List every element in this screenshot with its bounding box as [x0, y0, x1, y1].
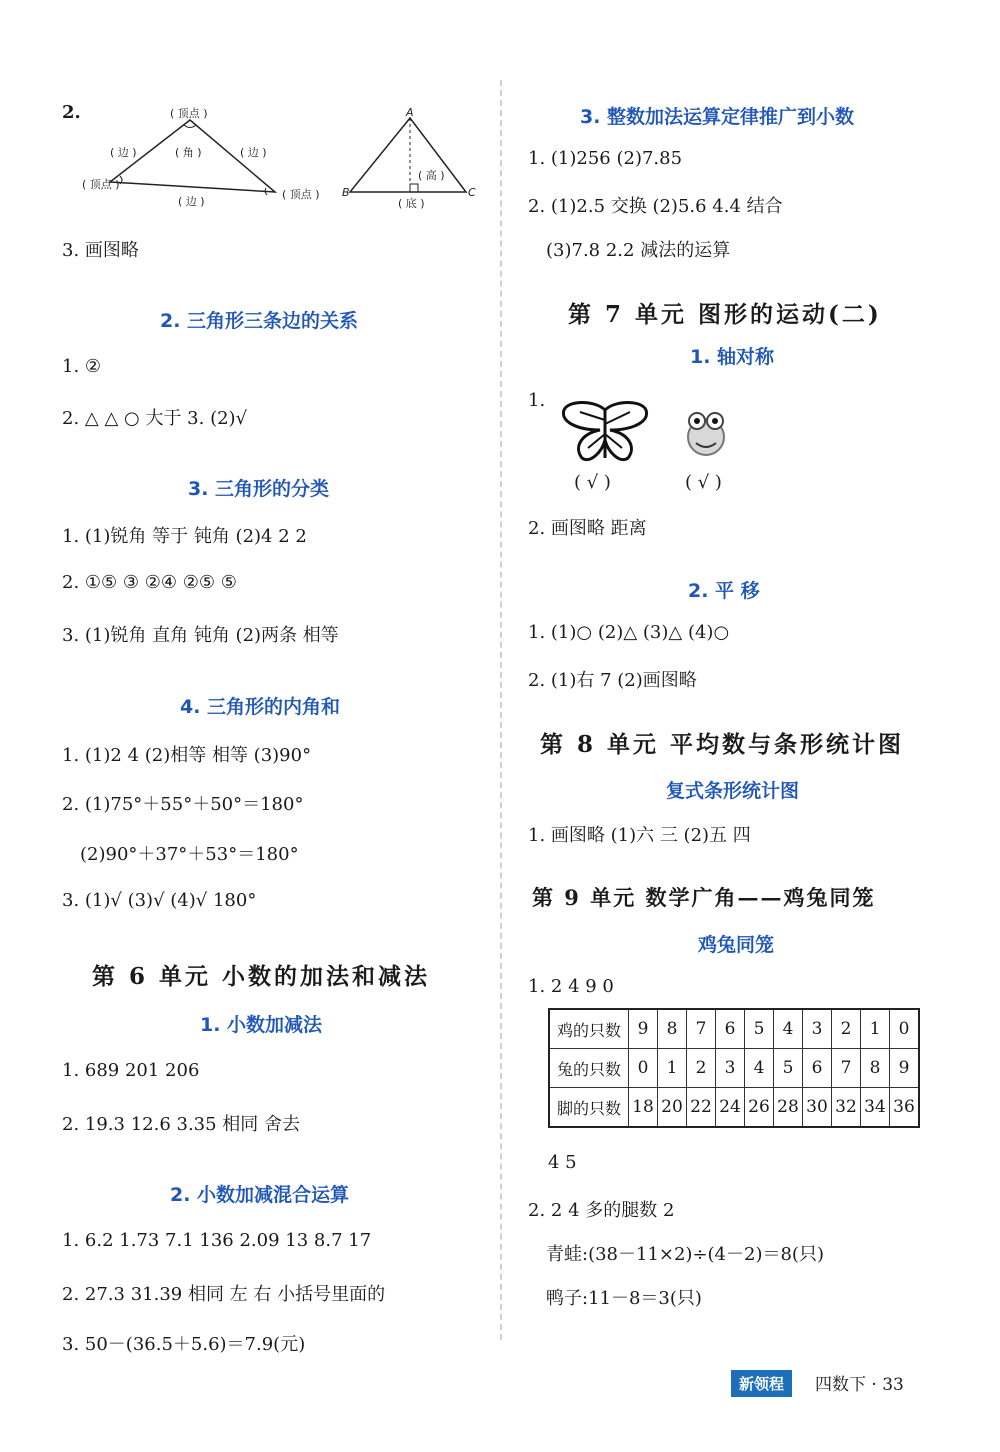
answer-line: 2. 画图略 距离 [528, 518, 647, 539]
section-title-compound-bar-chart: 复式条形统计图 [666, 780, 800, 802]
height-base-triangle-diagram [340, 108, 480, 208]
chicken-rabbit-table [548, 1008, 920, 1128]
checkmark-answer: ( √ ) [574, 472, 611, 493]
table-cell: 9 [890, 1049, 920, 1088]
label-vertex-right: ( 顶点 ) [282, 188, 320, 201]
answer-line: 1. (1)2 4 (2)相等 相等 (3)90° [62, 745, 312, 766]
unit-9-title: 第 9 单元 数学广角——鸡兔同笼 [532, 885, 876, 910]
table-cell: 5 [745, 1009, 774, 1049]
section-title-angle-sum: 4. 三角形的内角和 [180, 696, 341, 718]
section-title-side-relation: 2. 三角形三条边的关系 [160, 310, 359, 332]
table-cell: 3 [716, 1049, 745, 1088]
page-number: 四数下 · 33 [815, 1375, 904, 1395]
item-3-line: 3. 画图略 [62, 240, 139, 261]
answer-line: (3)7.8 2.2 减法的运算 [546, 240, 731, 261]
answer-line: 1. (1)○ (2)△ (3)△ (4)○ [528, 622, 730, 643]
answer-line: (2)90°＋37°＋53°＝180° [80, 844, 299, 865]
label-a: A [406, 106, 414, 119]
answer-line: 2. 27.3 31.39 相同 左 右 小括号里面的 [62, 1284, 386, 1305]
table-cell: 7 [832, 1049, 861, 1088]
table-cell: 4 [745, 1049, 774, 1088]
label-b: B [342, 186, 350, 199]
table-row [549, 1049, 919, 1088]
unit-7-title: 第 7 单元 图形的运动(二) [568, 301, 882, 328]
table-row [549, 1088, 919, 1128]
label-vertex-left: ( 顶点 ) [82, 178, 120, 191]
answer-line: 1. 689 201 206 [62, 1060, 200, 1081]
answer-line: 1. 画图略 (1)六 三 (2)五 四 [528, 825, 751, 846]
answer-line: 2. (1)右 7 (2)画图略 [528, 670, 697, 691]
answer-line: 1. 6.2 1.73 7.1 136 2.09 13 8.7 17 [62, 1230, 372, 1251]
answer-line: 1. [528, 390, 546, 411]
table-cell: 2 [832, 1009, 861, 1049]
table-cell: 0 [629, 1049, 658, 1088]
checkmark-answer: ( √ ) [685, 472, 722, 493]
label-side-right: ( 边 ) [240, 146, 267, 159]
section-title-decimal-add-sub: 1. 小数加减法 [200, 1014, 323, 1036]
table-cell: 6 [803, 1049, 832, 1088]
answer-line: 鸭子:11－8＝3(只) [546, 1288, 702, 1309]
butterfly-icon [560, 400, 650, 466]
table-cell: 8 [658, 1009, 687, 1049]
table-cell: 28 [774, 1088, 803, 1128]
table-cell: 18 [629, 1088, 658, 1128]
table-cell: 30 [803, 1088, 832, 1128]
table-cell: 1 [658, 1049, 687, 1088]
answer-line: 4 5 [548, 1152, 577, 1173]
answer-line: 青蛙:(38－11×2)÷(4－2)＝8(只) [546, 1244, 824, 1265]
table-cell: 36 [890, 1088, 920, 1128]
section-title-translation: 2. 平 移 [688, 580, 760, 602]
table-cell: 3 [803, 1009, 832, 1049]
table-cell: 26 [745, 1088, 774, 1128]
label-height: ( 高 ) [418, 169, 445, 182]
table-cell: 22 [687, 1088, 716, 1128]
answer-line: 2. (1)2.5 交换 (2)5.6 4.4 结合 [528, 196, 783, 217]
section-title-classification: 3. 三角形的分类 [188, 478, 330, 500]
answer-line: 2. 19.3 12.6 3.35 相同 舍去 [62, 1114, 301, 1135]
label-angle: ( 角 ) [175, 146, 202, 159]
row-header: 兔的只数 [549, 1049, 629, 1088]
answer-line: 3. (1)√ (3)√ (4)√ 180° [62, 890, 257, 911]
row-header: 鸡的只数 [549, 1009, 629, 1049]
section-title-chicken-rabbit: 鸡兔同笼 [698, 934, 775, 956]
table-cell: 2 [687, 1049, 716, 1088]
unit-8-title: 第 8 单元 平均数与条形统计图 [540, 731, 905, 758]
label-c: C [468, 186, 476, 199]
brand-badge: 新领程 [731, 1370, 792, 1397]
table-cell: 9 [629, 1009, 658, 1049]
item-2-label: 2. [62, 102, 81, 123]
table-cell: 24 [716, 1088, 745, 1128]
answer-line: 3. 50－(36.5＋5.6)＝7.9(元) [62, 1334, 306, 1355]
answer-line: 1. ② [62, 356, 102, 377]
section-title-mixed-operations: 2. 小数加减混合运算 [170, 1184, 350, 1206]
section-title-axis-symmetry: 1. 轴对称 [690, 346, 775, 368]
answer-line: 2. ①⑤ ③ ②④ ②⑤ ⑤ [62, 572, 237, 593]
answer-line: 2. 2 4 多的腿数 2 [528, 1200, 675, 1221]
section-title-decimal-laws: 3. 整数加法运算定律推广到小数 [580, 106, 855, 128]
table-cell: 34 [861, 1088, 890, 1128]
table-cell: 6 [716, 1009, 745, 1049]
label-side-left: ( 边 ) [110, 146, 137, 159]
table-cell: 5 [774, 1049, 803, 1088]
table-cell: 4 [774, 1009, 803, 1049]
label-vertex-top: ( 顶点 ) [170, 107, 208, 120]
table-cell: 7 [687, 1009, 716, 1049]
answer-line: 1. (1)256 (2)7.85 [528, 148, 683, 169]
frog-face-icon [678, 405, 734, 461]
table-cell: 8 [861, 1049, 890, 1088]
answer-line: 1. (1)锐角 等于 钝角 (2)4 2 2 [62, 526, 307, 547]
table-cell: 1 [861, 1009, 890, 1049]
answer-line: 3. (1)锐角 直角 钝角 (2)两条 相等 [62, 625, 339, 646]
answer-line: 2. (1)75°＋55°＋50°＝180° [62, 794, 304, 815]
table-cell: 20 [658, 1088, 687, 1128]
label-base: ( 底 ) [398, 197, 425, 210]
table-cell: 32 [832, 1088, 861, 1128]
row-header: 脚的只数 [549, 1088, 629, 1128]
table-row [549, 1009, 919, 1049]
unit-6-title: 第 6 单元 小数的加法和减法 [92, 963, 431, 990]
column-divider [500, 80, 502, 1340]
table-cell: 0 [890, 1009, 920, 1049]
answer-line: 1. 2 4 9 0 [528, 976, 614, 997]
label-side-bottom: ( 边 ) [178, 195, 205, 208]
answer-line: 2. △ △ ○ 大于 3. (2)√ [62, 408, 248, 429]
